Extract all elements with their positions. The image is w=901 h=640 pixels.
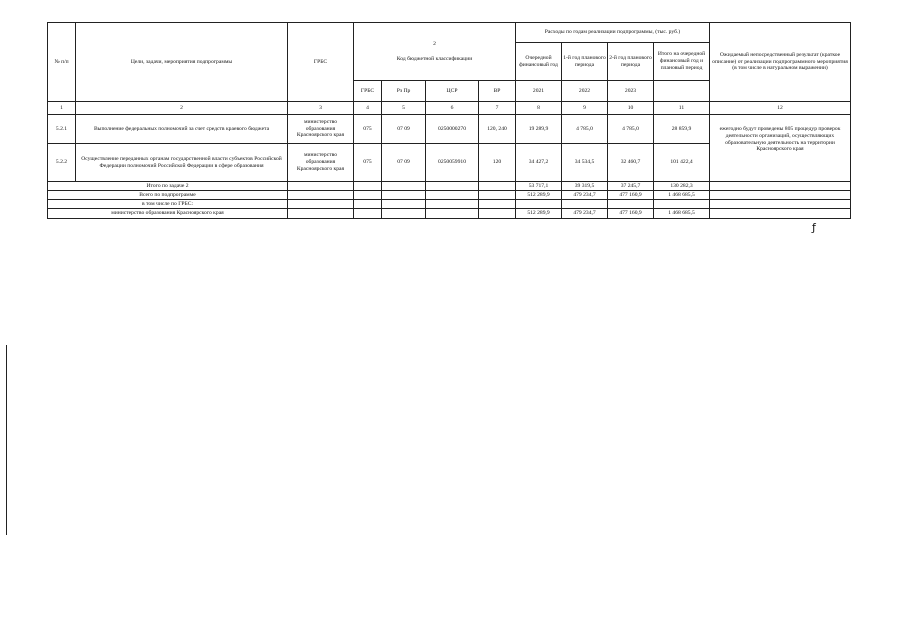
ministry-total-y3: 477 160,9 <box>608 209 654 219</box>
header-year-3: 2023 <box>608 81 654 102</box>
row-vr: 120 <box>479 144 516 182</box>
header-code-number: 2 <box>433 40 436 47</box>
header-year-1: 2021 <box>516 81 562 102</box>
row-y1: 19 289,9 <box>516 115 562 144</box>
header-num: № п/п <box>48 23 76 102</box>
header-code-grbs: ГРБС <box>354 81 382 102</box>
row-csr: 0250059910 <box>426 144 479 182</box>
column-number-row <box>48 102 851 115</box>
row-num: 5.2.1 <box>48 115 76 144</box>
task-total-label: Итого по задаче 2 <box>48 182 288 191</box>
header-goals: Цели, задачи, мероприятия подпрограммы <box>76 23 288 102</box>
col-number: 2 <box>76 102 288 115</box>
row-grbs-code: 075 <box>354 115 382 144</box>
row-y2: 34 534,5 <box>562 144 608 182</box>
ministry-total-y2: 479 234,7 <box>562 209 608 219</box>
row-total: 101 422,4 <box>654 144 710 182</box>
header-year-2: 2022 <box>562 81 608 102</box>
row-vr: 120, 240 <box>479 115 516 144</box>
row-csr: 0250000270 <box>426 115 479 144</box>
header-exp-col-1: Очередной финансовый год <box>516 43 562 81</box>
header-exp-col-3: 2-й год планового периода <box>608 43 654 81</box>
row-rz-pr: 07 09 <box>382 144 426 182</box>
ministry-total-sum: 1 468 685,5 <box>654 209 710 219</box>
col-number: 3 <box>288 102 354 115</box>
subprogram-total-y2: 479 234,7 <box>562 191 608 200</box>
task-total-sum: 130 282,3 <box>654 182 710 191</box>
row-grbs: министерство образования Красноярского края <box>288 115 354 144</box>
ministry-total-row <box>48 209 851 219</box>
task-total-y2: 39 319,5 <box>562 182 608 191</box>
row-y3: 4 785,0 <box>608 115 654 144</box>
task-total-row <box>48 182 851 191</box>
header-code-rzpr: Рз Пр <box>382 81 426 102</box>
task-total-y3: 37 245,7 <box>608 182 654 191</box>
header-expenses: Расходы по годам реализации подпрограммы, (тыс. руб.) <box>516 23 710 43</box>
row-num: 5.2.2 <box>48 144 76 182</box>
header-exp-col-4: Итого на очередной финансовый год и плановый период <box>654 43 710 81</box>
including-row <box>48 200 851 209</box>
row-y3: 32 460,7 <box>608 144 654 182</box>
header-grbs: ГРБС <box>288 23 354 102</box>
ministry-total-y1: 512 289,9 <box>516 209 562 219</box>
ministry-total-label: министерство образования Красноярского края <box>48 209 288 219</box>
col-number: 10 <box>608 102 654 115</box>
col-number: 4 <box>354 102 382 115</box>
col-number: 8 <box>516 102 562 115</box>
row-name: Осуществление переданных органам государственной власти субъектов Российской Федерации полномочий Российской Федерации в сфере образования <box>76 144 288 182</box>
row-grbs: министерство образования Красноярского края <box>288 144 354 182</box>
col-number: 1 <box>48 102 76 115</box>
row-y2: 4 785,0 <box>562 115 608 144</box>
col-number: 7 <box>479 102 516 115</box>
row-name: Выполнение федеральных полномочий за счет средств краевого бюджета <box>76 115 288 144</box>
header-code-csr: ЦСР <box>426 81 479 102</box>
row-grbs-code: 075 <box>354 144 382 182</box>
header-result: Ожидаемый непосредственный результат (краткое описание) от реализации подпрограммного мероприятия (в том числе в натуральном выражении) <box>710 23 851 102</box>
row-y1: 34 427,2 <box>516 144 562 182</box>
subprogram-total-sum: 1 468 685,5 <box>654 191 710 200</box>
subprogram-total-row <box>48 191 851 200</box>
col-number: 11 <box>654 102 710 115</box>
col-number: 5 <box>382 102 426 115</box>
subprogram-table <box>47 22 851 219</box>
including-label: в том числе по ГРБС: <box>48 200 288 209</box>
task-total-y1: 53 717,1 <box>516 182 562 191</box>
row-total: 28 859,9 <box>654 115 710 144</box>
subprogram-total-label: Всего по подпрограмме <box>48 191 288 200</box>
header-code <box>354 23 516 81</box>
row-rz-pr: 07 09 <box>382 115 426 144</box>
col-number: 6 <box>426 102 479 115</box>
col-number: 12 <box>710 102 851 115</box>
header-exp-col-2: 1-й год планового периода <box>562 43 608 81</box>
signature-mark: ƒ <box>812 221 816 234</box>
scan-edge-line <box>6 345 7 535</box>
table-row <box>48 115 851 144</box>
subprogram-total-y3: 477 160,9 <box>608 191 654 200</box>
row-result: ежегодно будут проведены 805 процедур проверок деятельности организаций, осуществляющих образовательную деятельность на территории Красноярского края <box>710 115 851 182</box>
subprogram-total-y1: 512 289,9 <box>516 191 562 200</box>
header-code-vr: ВР <box>479 81 516 102</box>
col-number: 9 <box>562 102 608 115</box>
header-code-title: Код бюджетной классификации <box>396 55 473 62</box>
